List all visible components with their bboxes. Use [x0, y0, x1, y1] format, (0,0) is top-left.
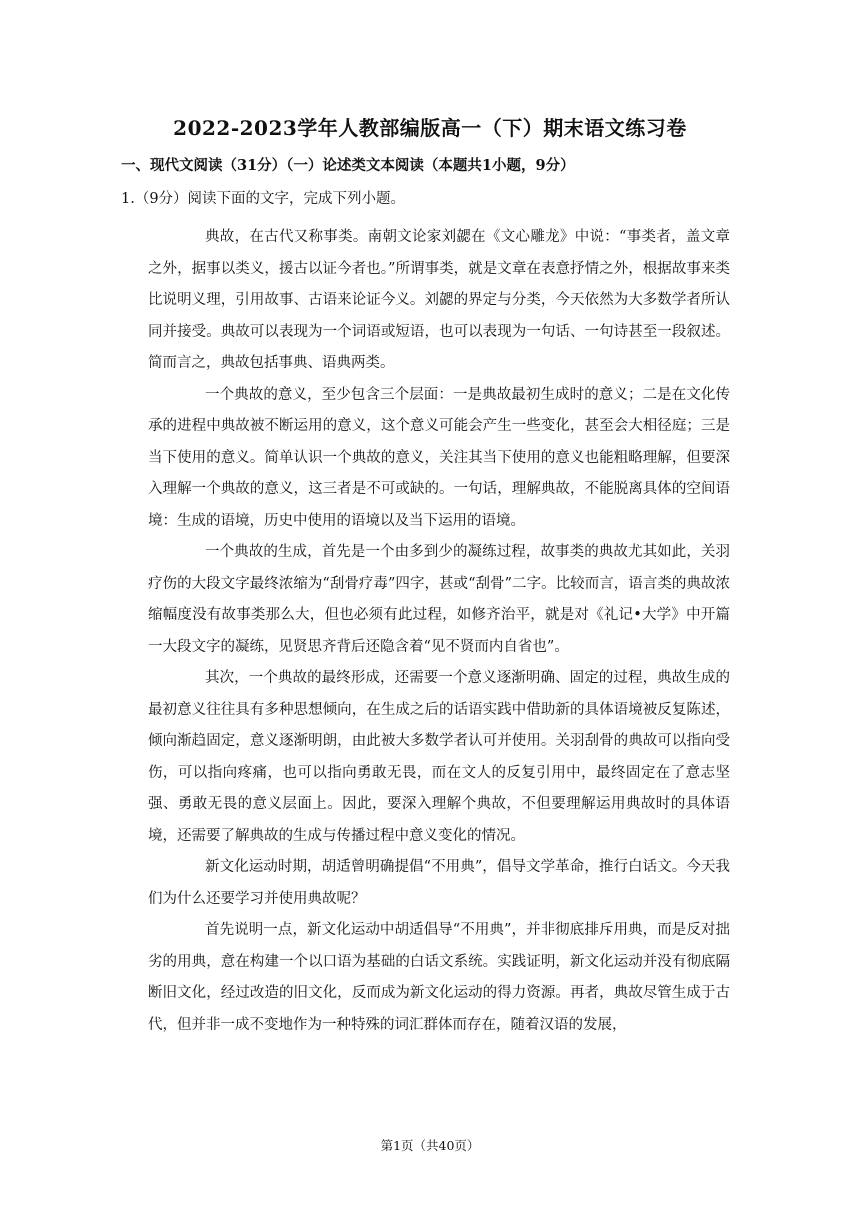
question-intro: 1.（9分）阅读下面的文字，完成下列小题。 — [121, 191, 406, 207]
page-title: 2022-2023学年人教部编版高一（下）期末语文练习卷 — [173, 116, 687, 140]
paragraph: 一个典故的意义，至少包含三个层面：一是典故最初生成时的意义；二是在文化传承的进程中典故被不断运用的意义，这个意义可能会产生一些变化，甚至会大相径庭；三是当下使用的意义。简单认识一个典故的意义，关注其当下使用的意义也能粗略理解，但要深入理解一个典故的意义，这三者是不可或缺的。一句话，理解典故，不能脱离具体的空间语境：生成的语境，历史中使用的语境以及当下运用的语境。 — [148, 386, 730, 529]
section-heading: 一、现代文阅读（31分）（一）论述类文本阅读（本题共1小题，9分） — [121, 157, 575, 174]
paragraph: 新文化运动时期，胡适曾明确提倡“不用典”，倡导文学革命，推行白话文。今天我们为什么还要学习并使用典故呢？ — [148, 859, 730, 907]
paragraph: 一个典故的生成，首先是一个由多到少的凝练过程，故事类的典故尤其如此，关羽疗伤的大段文字最终浓缩为“刮骨疗毒”四字，甚或“刮骨”二字。比较而言，语言类的典故浓缩幅度没有故事类那么大，但也必须有此过程，如修齐治平，就是对《礼记•大学》中开篇一大段文字的凝练，见贤思齐背后还隐含着“见不贤而内自省也”。 — [148, 544, 730, 655]
paragraph: 典故，在古代又称事类。南朝文论家刘勰在《文心雕龙》中说：“事类者，盖文章之外，据事以类义，援古以证今者也。”所谓事类，就是文章在表意抒情之外，根据故事来类比说明义理，引用故事、古语来论证今义。刘勰的界定与分类，今天依然为大多数学者所认同并接受。典故可以表现为一个词语或短语，也可以表现为一句话、一句诗甚至一段叙述。简而言之，典故包括事典、语典两类。 — [148, 229, 730, 371]
passage-body — [148, 222, 730, 1041]
paragraph: 首先说明一点，新文化运动中胡适倡导“不用典”，并非彻底排斥用典，而是反对拙劣的用典，意在构建一个以口语为基础的白话文系统。实践证明，新文化运动并没有彻底隔断旧文化，经过改造的旧文化，反而成为新文化运动的得力资源。再者，典故尽管生成于古代，但并非一成不变地作为一种特殊的词汇群体而存在，随着汉语的发展， — [148, 922, 730, 1033]
paragraph: 其次，一个典故的最终形成，还需要一个意义逐渐明确、固定的过程，典故生成的最初意义往往具有多种思想倾向，在生成之后的话语实践中借助新的具体语境被反复陈述，倾向渐趋固定，意义逐渐明朗，由此被大多数学者认可并使用。关羽刮骨的典故可以指向受伤，可以指向疼痛，也可以指向勇敢无畏，而在文人的反复引用中，最终固定在了意志坚强、勇敢无畏的意义层面上。因此，要深入理解个典故，不但要理解运用典故时的具体语境，还需要了解典故的生成与传播过程中意义变化的情况。 — [148, 670, 730, 844]
page-footer: 第1页（共40页） — [380, 1138, 480, 1153]
